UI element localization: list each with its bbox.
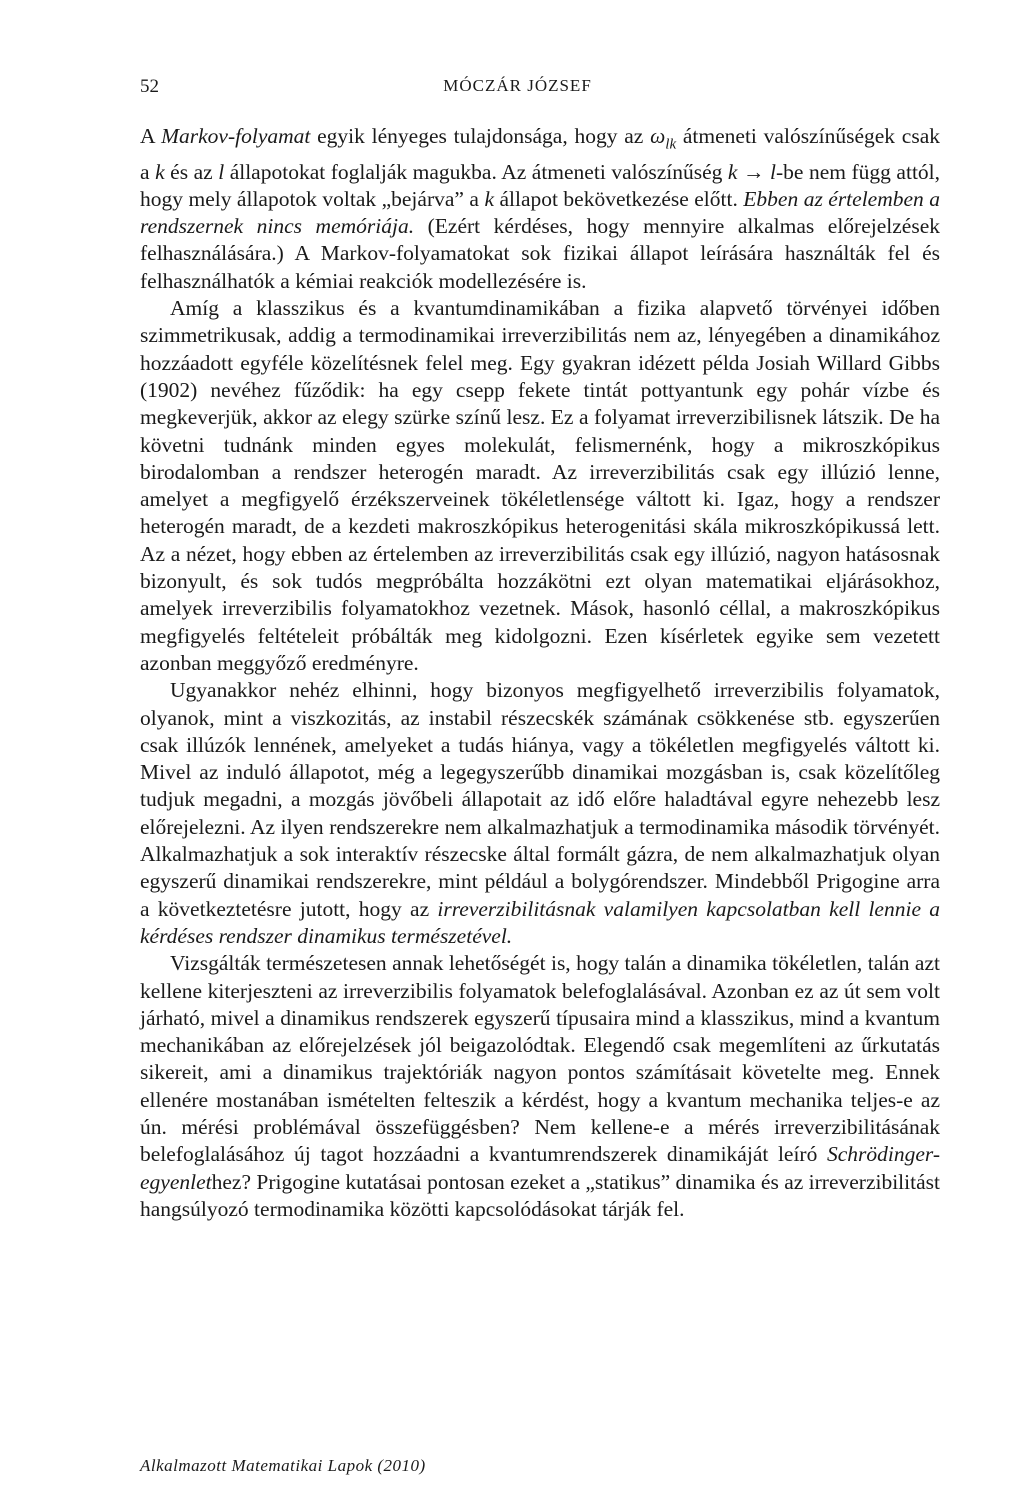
text-run: → bbox=[737, 159, 770, 184]
text-run: átmeneti valószínűségek csak a bbox=[140, 124, 940, 184]
italic-text: ω bbox=[650, 124, 666, 148]
text-run: Vizsgálták természetesen annak lehetőségét is, hogy talán a dinamika tökéletlen, talán azt kellene kiterjeszteni az irreverzibilis folyamatok belefoglalásával. Azonban ez az út sem volt járható, mivel a dinamikus rendszerek egyszerű típusaira mind a klasszikus, mind a kvantum mechanikában az előrejelzések jól beigazolódtak. Elegendő csak megemlíteni az űrkutatás sikereit, ami a dinamikus trajektóriák nagyon pontos számításait követelte meg. Ennek ellenére mostanában ismételten felteszik a kérdést, hogy a kvantum mechanika teljes-e az ún. mérési problémával összefüggésben? Nem kellene-e a mérés irreverzibilitásának belefoglalásához új tagot hozzáadni a kvantumrendszerek dinamikáját leíró bbox=[140, 951, 940, 1167]
italic-text: k bbox=[484, 186, 494, 211]
text-run: hez? Prigogine kutatásai pontosan ezeket a „statikus” dinamika és az irreverzibilitást hangsúlyozó termodinamika közötti kapcsolódásokat tárják fel. bbox=[140, 1169, 940, 1221]
italic-text: Markov-folyamat bbox=[161, 124, 311, 148]
text-run: állapotokat foglalják magukba. Az átmeneti valószínűség bbox=[224, 159, 728, 184]
paragraph bbox=[140, 295, 940, 677]
text-run: egyik lényeges tulajdonsága, hogy az bbox=[310, 124, 651, 148]
italic-text: Schrödinger-egyenlet bbox=[140, 1142, 940, 1194]
page-header bbox=[140, 76, 895, 102]
journal-footer: Alkalmazott Matematikai Lapok (2010) bbox=[140, 1456, 426, 1475]
italic-text: l bbox=[218, 159, 225, 184]
italic-text: Ebben az értelemben a rendszernek nincs memóriája. bbox=[140, 186, 940, 239]
running-head: MÓCZÁR JÓZSEF bbox=[443, 76, 592, 95]
text-run: (Ezért kérdéses, hogy mennyire alkalmas előrejelzések felhasználására.) A Markov-folyamatokat sok fizikai állapot leírására használták fel és felhasználhatók a kémiai reakciók modellezésére is. bbox=[140, 214, 940, 293]
italic-text: irreverzibilitásnak valamilyen kapcsolatban kell lennie a kérdéses rendszer dinamikus természetével. bbox=[140, 896, 940, 948]
italic-text: l bbox=[770, 159, 776, 184]
paragraph bbox=[140, 123, 940, 295]
paragraph bbox=[140, 950, 940, 1223]
text-run: Amíg a klasszikus és a kvantumdinamikában a fizika alapvető törvényei időben szimmetrikusak, addig a termodinamikai irreverzibilitás nem az, lényegében a dinamikához hozzáadott egyféle közelítésnek felel meg. Egy gyakran idézett példa Josiah Willard Gibbs (1902) nevéhez fűződik: ha egy csepp fekete tintát pottyantunk egy pohár vízbe és megkeverjük, akkor az elegy szürke színű lesz. Ez a folyamat irreverzibilisnek látszik. De ha követni tudnánk minden egyes molekulát, felismernénk, hogy a mikroszkópikus birodalomban a rendszer heterogén maradt. Az irreverzibilitás csak egy illúzió lenne, amelyet a megfigyelő érzékszerveinek tökéletlensége váltott ki. Igaz, hogy a rendszer heterogén maradt, de a kezdeti makroszkópikus heterogenitási skála mikroszkópikussá lett. Az a nézet, hogy ebben az értelemben az irreverzibilitás csak egy illúzió, nagyon hatásosnak bizonyult, és sok tudós megpróbálta hozzákötni ezt olyan matematikai eljárásokhoz, amelyek irreverzibilis folyamatokhoz vezetnek. Mások, hasonló céllal, a makroszkópikus megfigyelés feltételeit próbálták meg kidolgozni. Ezen kísérletek egyike sem vezetett azonban meggyőző eredményre. bbox=[140, 296, 940, 675]
text-run: állapot bekövetkezése előtt. bbox=[493, 186, 744, 211]
italic-text: k bbox=[155, 159, 165, 184]
text-run: Ugyanakkor nehéz elhinni, hogy bizonyos megfigyelhető irreverzibilis folyamatok, olyanok, mint a viszkozitás, az instabil részecskék számának csökkenése stb. egyszerűen csak illúzók lennének, amelyeket a tudás hiánya, vagy a tökéletlen megfigyelés váltott ki. Mivel az induló állapotot, még a legegyszerűbb dinamikai mozgásban is, csak közelítőleg tudjuk megadni, a mozgás jövőbeli állapotait az idő előre haladtával egyre nehezebb lesz előrejelezni. Az ilyen rendszerekre nem alkalmazhatjuk a termodinamika második törvényét. Alkalmazhatjuk a sok interaktív részecske által formált gázra, de nem alkalmazhatjuk olyan egyszerű dinamikai rendszerekre, mint például a bolygórendszer. Mindebből Prigogine arra a következtetésre jutott, hogy az bbox=[140, 678, 940, 921]
italic-text: lk bbox=[665, 136, 677, 153]
text-run: és az bbox=[164, 159, 219, 184]
text-run: -be nem függ attól, hogy mely állapotok voltak „bejárva” a bbox=[140, 159, 941, 211]
text-run: A bbox=[140, 124, 162, 148]
article-body bbox=[140, 123, 940, 1223]
paragraph bbox=[140, 677, 940, 950]
italic-text: k bbox=[727, 159, 738, 184]
page-number: 52 bbox=[140, 76, 159, 97]
